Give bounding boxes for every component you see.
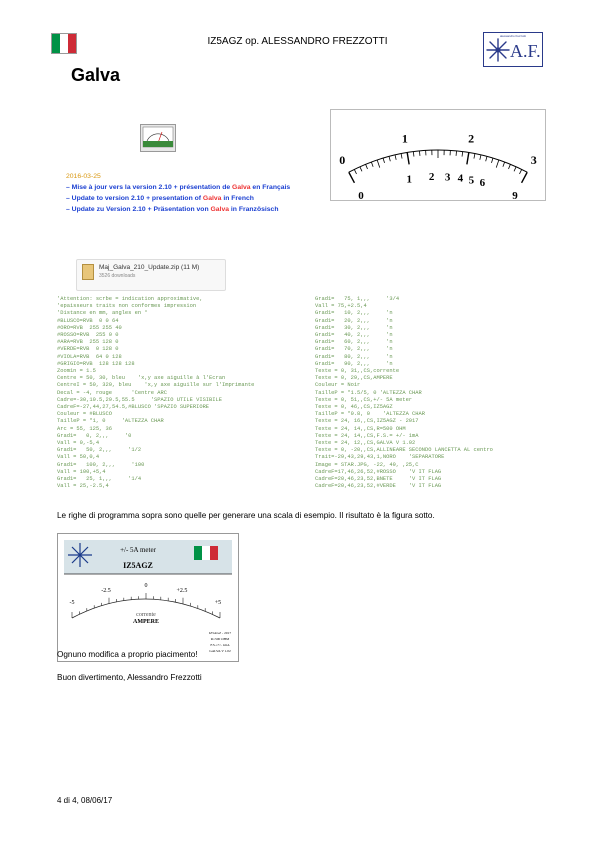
meter-tick	[401, 154, 402, 159]
code-right-line: Texte = 0, 31,,CS,corrente	[315, 368, 400, 375]
meter-tick	[486, 156, 487, 161]
meter-tick	[462, 152, 463, 157]
code-left-line: Grad1= 100, 2,,, '100	[57, 461, 145, 468]
code-listing-right	[315, 296, 493, 490]
fig-scale-p25: +2.5	[176, 588, 188, 594]
code-right-line: Texte = 0, -20,,CS,ALLINEARE SECONDO LANCETTA AL centro	[315, 447, 493, 454]
code-caption: Le righe di programma sopra sono quelle per generare una scala di esempio. Il risultato è la figura sotto.	[57, 511, 435, 520]
page-header: IZ5AGZ op. ALESSANDRO FREZZOTTI	[207, 36, 388, 47]
code-left-line: CentreI = 50, 320, bleu 'x,y axe aiguille sur l'Imprimante	[57, 382, 255, 389]
code-right-line: Grad1= 30, 2,,, 'n	[315, 324, 393, 331]
news-block	[66, 171, 326, 240]
meter-tick	[360, 167, 362, 172]
meter-tick	[407, 153, 409, 165]
meter-tick	[467, 153, 469, 165]
code-left-line: #ORO=RVB 255 255 40	[57, 324, 122, 331]
meter-upper-label: 3	[530, 152, 537, 167]
code-right-line: Texte = 24, 16,,CS,IZ5AGZ - 2017	[315, 418, 419, 425]
code-right-line: Texte = 24, 14,,CS,F.S.= +/- 1mA	[315, 432, 419, 439]
news-line-fr: – Mise à jour vers la version 2.10 + présentation de Galva en Français	[66, 184, 291, 191]
logo-text: A.F.	[510, 41, 541, 61]
meter-lower-label: 1	[406, 173, 413, 186]
code-right-line: Grad1= 20, 2,,, 'n	[315, 317, 393, 324]
zip-file-icon	[82, 264, 94, 280]
meter-tick	[349, 172, 355, 183]
code-right-line: Vall = 75,+2.5,4	[315, 303, 367, 310]
code-left-line: Centre = 50, 30, bleu 'x,y axe aiguille à l'Ecran	[57, 375, 226, 382]
fig-scale-m25: -2.5	[101, 588, 111, 594]
meter-tick	[503, 162, 505, 167]
meter-tick	[413, 152, 414, 157]
page-title: Galva	[71, 65, 121, 85]
fig-unit-1: corrente	[136, 612, 156, 618]
code-left-line: TailleP = *1, 0 'ALTEZZA CHAR	[57, 418, 164, 425]
code-left-line: 'epaisseurs traits non conformes impression	[57, 303, 197, 310]
code-right-line: CadreF=20,46,23,52,BNETE 'V IT FLAG	[315, 476, 442, 483]
meter-tick	[522, 172, 528, 183]
meter-upper-label: 2	[468, 131, 475, 146]
news-line-de: – Update zu Version 2.10 + Präsentation von Galva in Französisch	[66, 206, 279, 213]
code-left-line: Vall = 0,-5,4	[57, 440, 100, 447]
code-left-line: #ROSSO=RVB 255 0 0	[57, 332, 119, 339]
example-scale-drawing	[58, 534, 238, 661]
code-left-line: Couleur = #BLUSCO	[57, 411, 112, 418]
code-left-line: Grad1= 50, 2,,, '1/2	[57, 447, 142, 454]
meter-lower-label: 0	[358, 190, 364, 200]
meter-tick	[389, 156, 390, 161]
galva-meter-icon	[140, 124, 176, 152]
paragraph-2: Buon divertimento, Alessandro Frezzotti	[57, 673, 202, 682]
meter-lower-label: 2	[428, 171, 435, 184]
download-count: 3526 downloads	[99, 273, 136, 279]
meter-scale-drawing	[331, 110, 545, 200]
code-right-line: Grad1= 40, 2,,, 'n	[315, 332, 393, 339]
code-left-line: Zoom1n = 1.5	[57, 368, 96, 375]
fig-info-3: F.S.=+/- 1mA	[210, 643, 230, 647]
code-left-line: 'Distance en mm, angles en °	[57, 310, 148, 317]
code-right-line: Texte = 0, 51,,CS,+/- 5A meter	[315, 396, 413, 403]
code-right-line: Texte = 24, 12,,CS,GALVA V 1.02	[315, 440, 416, 447]
fig-info-4: GALVA V 1.02	[209, 649, 231, 653]
meter-tick	[519, 169, 521, 173]
code-right-line: Texte = 0, 29,,CS,AMPERE	[315, 375, 393, 382]
code-right-line: Grad1= 60, 2,,, 'n	[315, 339, 393, 346]
fig-meter-label: +/- 5A meter	[120, 546, 156, 554]
meter-tick	[354, 169, 356, 173]
download-filename[interactable]: Maj_Galva_210_Update.zip (11 M)	[99, 264, 200, 271]
fig-info-1: IZ5AGZ - 2017	[208, 631, 232, 635]
fig-unit-2: AMPERE	[133, 619, 159, 625]
code-right-line: Grad1= 90, 2,,, 'n	[315, 360, 393, 367]
meter-tick	[383, 158, 384, 163]
meter-tick	[377, 160, 380, 168]
code-right-line: Grad1= 80, 2,,, 'n	[315, 353, 393, 360]
code-right-line: CadreF=20,46,23,52,#VERDE 'V IT FLAG	[315, 483, 442, 490]
example-scale-figure	[57, 533, 239, 662]
code-left-line: Arc = 55, 125, 36	[57, 425, 112, 432]
meter-tick	[508, 164, 510, 169]
code-left-line: 'Attention: scrbe = indication approximative,	[57, 296, 203, 302]
meter-tick	[371, 162, 373, 167]
fig-call: IZ5AGZ	[123, 561, 153, 570]
code-right-line: TailleP = *1.5/5, 0 'ALTEZZA CHAR	[315, 389, 422, 396]
code-right-line: TailleP = *0.8, 0 'ALTEZZA CHAR	[315, 411, 425, 418]
code-left-line: Decal = -4, rouge 'Centre ARC	[57, 389, 167, 396]
code-left-line: #VERDE=RVB 0 128 0	[57, 346, 119, 353]
code-left-line: Grad1= 0, 2,,, '0	[57, 432, 132, 439]
meter-upper-label: 1	[401, 131, 408, 146]
code-left-line: #BLUSCO=RVB 0 0 64	[57, 317, 119, 324]
meter-lower-label: 6	[479, 177, 486, 190]
code-left-line: Vall = 50,0,4	[57, 454, 100, 461]
code-right-line: Texte = 0, 46,,CS,IZ5AGZ	[315, 404, 393, 411]
code-left-line: Vall = 100,+5,4	[57, 468, 106, 475]
meter-tick	[474, 154, 475, 159]
af-logo	[483, 32, 543, 67]
download-link[interactable]	[76, 259, 226, 291]
code-left-line: Vall = 25,-2.5,4	[57, 483, 109, 490]
page-footer: 4 di 4, 08/06/17	[57, 796, 113, 805]
code-left-line: #VIOLA=RVB 64 0 128	[57, 353, 122, 360]
news-date: 2016-03-25	[66, 173, 101, 180]
code-right-line: Grad1= 75, 1,,, '3/4	[315, 296, 400, 302]
meter-lower-label: 5	[468, 174, 475, 187]
paragraph-1: Ognuno modifica a proprio piacimento!	[57, 650, 198, 659]
fig-info-2: R=500 OHM	[210, 637, 230, 641]
code-right-line: Texte = 24, 14,,CS,R=500 OHM	[315, 425, 406, 432]
meter-lower-label: 4	[457, 172, 464, 185]
fig-scale-p5: +5	[214, 600, 222, 606]
meter-lower-label: 3	[444, 171, 451, 184]
meter-lower-label: 9	[512, 190, 518, 200]
fig-scale-m5: -5	[69, 600, 75, 606]
code-right-line: Image = STAR.JPG, -22, 49, ,25,C	[315, 461, 419, 468]
code-left-line: Grad1= 25, 1,,, '1/4	[57, 476, 142, 483]
code-right-line: Trait=-29,43,29,43,1,NORO 'SEPARATORE	[315, 454, 445, 461]
star-icon	[485, 37, 511, 63]
code-left-line: #ARA=RVB 255 128 0	[57, 339, 119, 346]
meter-upper-label: 0	[339, 152, 346, 167]
code-right-line: Couleur = Noir	[315, 382, 361, 389]
code-right-line: Grad1= 10, 2,,, 'n	[315, 310, 393, 317]
fig-scale-0: 0	[144, 583, 148, 589]
meter-tick	[480, 155, 481, 160]
code-right-line: CadreF=17,46,26,52,#ROSSO 'V IT FLAG	[315, 468, 442, 475]
code-left-line: #GRIGIO=RVB 128 128 128	[57, 360, 135, 367]
logo-small-text: alessandro frezzotti	[499, 34, 526, 38]
code-left-line: CadreF=-27,44,27,54.5,#BLUSCO 'SPAZIO SUPERIORE	[57, 404, 210, 411]
meter-tick	[496, 160, 499, 168]
meter-tick	[491, 158, 492, 163]
meter-scale-image	[330, 109, 546, 201]
news-line-en: – Update to version 2.10 + presentation of Galva in French	[66, 195, 254, 202]
code-right-line: Grad1= 70, 2,,, 'n	[315, 346, 393, 353]
code-left-line: Cadre=-30,10.5,29.5,55.5 'SPAZIO UTILE VISIBILE	[57, 396, 222, 403]
code-listing-left	[57, 296, 254, 490]
meter-tick	[395, 155, 396, 160]
meter-tick	[514, 167, 516, 172]
meter-tick	[366, 164, 368, 169]
